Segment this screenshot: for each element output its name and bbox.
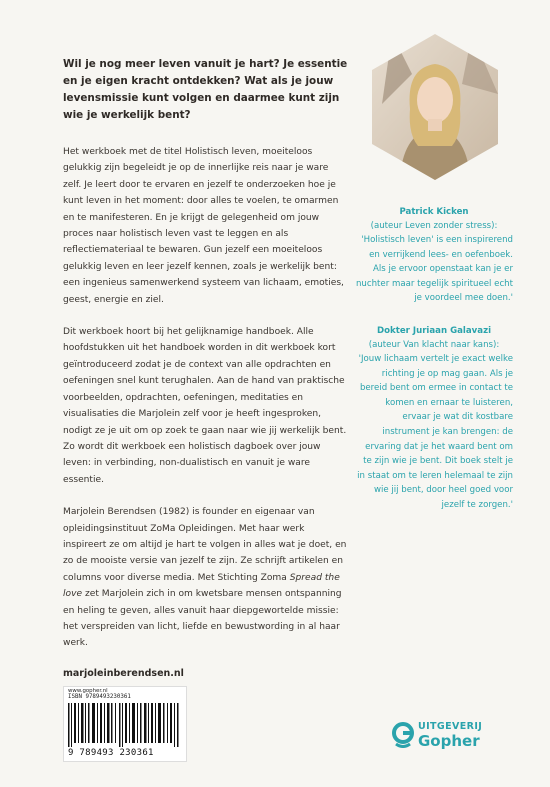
paragraph-author-bio — [63, 504, 348, 652]
review-1-source: (auteur Leven zonder stress): — [370, 221, 498, 231]
review-2-text: 'Jouw lichaam vertelt je exact welke richting je op mag gaan. Als je bereid bent om ermee in contact te komen en ernaar te luisteren, ervaar je wat dit kostbare instrument je kan brengen: de ervaring dat je het waard bent om te zijn wie je bent. Dit boek stelt je in staat om te leren helemaal te zijn wie jij bent, door heel goed voor jezelf te zorgen.' — [357, 353, 513, 510]
author-website: marjoleinberendsen.nl — [63, 667, 184, 679]
intro-question: Wil je nog meer leven vanuit je hart? Je essentie en je eigen kracht ontdekken? Wat als je jouw levensmissie kunt volgen en daarmee kunt zijn wie je werkelijk bent? — [63, 58, 348, 121]
bio-italic-title: Spread the love — [63, 572, 340, 600]
paragraph-handbook: Dit werkboek hoort bij het gelijknamige handboek. Alle hoofdstukken uit het handboek worden in dit werkboek kort geïntroduceerd zodat je de context van alle opdrachten en oefeningen snel kunt terughalen. Aan de hand van praktische voorbeelden, opdrachten, oefeningen, meditaties en visualisaties die Marjolein zelf voor je heeft ingesproken, nodigt ze je uit om op zoek te gaan naar wie jij werkelijk bent. Zo wordt dit werkboek een holistisch dagboek over jouw leven: in verbinding, non-dualistisch en vanuit je ware essentie. — [63, 327, 347, 485]
review-1-text: 'Holistisch leven' is een inspirerend en verrijkend lees- en oefenboek. Als je ervoor openstaat kan je er nuchter maar tegelijk spiritueel echt je voordeel mee doen.' — [355, 235, 513, 304]
bio-text-end: zet Marjolein zich in om kwetsbare mensen ontspanning en heling te geven, alles vanuit haar diepgewortelde missie: het verspreiden van licht, liefde en bewustwording in al haar werk. — [63, 589, 342, 649]
review-1 — [355, 205, 513, 306]
publisher-name: Gopher — [418, 732, 480, 750]
publisher-logo — [392, 718, 512, 754]
review-2-source: (auteur Van klacht naar kans): — [368, 339, 500, 350]
barcode-bars — [68, 703, 180, 747]
barcode-isbn-label: ISBN 9789493230361 — [68, 694, 131, 700]
review-1-author: Patrick Kicken — [399, 207, 469, 217]
gopher-logo-icon — [392, 722, 414, 748]
back-cover-text — [63, 56, 348, 679]
reviews-column — [355, 205, 513, 531]
isbn-barcode — [63, 686, 187, 762]
barcode-digits: 9 789493 230361 — [68, 748, 154, 758]
review-2-author: Dokter Juriaan Galavazi — [376, 325, 492, 336]
author-photo — [372, 34, 498, 180]
bio-text-start: Marjolein Berendsen (1982) is founder en eigenaar van opleidingsinstituut ZoMa Opleidingen. Met haar werk inspireert ze om altijd je hart te volgen in alles wat je doet, en zo de mooiste versie van jezelf te zijn. Ze schrijft artikelen en columns voor diverse media. Met Stichting Zoma — [63, 507, 347, 583]
review-2 — [355, 324, 513, 513]
publisher-label: UITGEVERIJ — [418, 721, 483, 732]
barcode-url: www.gopher.nl — [68, 688, 108, 694]
paragraph-workbook: Het werkboek met de titel Holistisch leven, moeiteloos gelukkig zijn begeleidt je op de innerlijke reis naar je ware zelf. Je leert door te ervaren en jezelf te onderzoeken hoe je kunt leven in het moment: door alles te voelen, te omarmen en te manifesteren. En je krijgt de gelegenheid om jouw proces naar holistisch leven vast te leggen en als reflectiemateriaal te bewaren. Gun jezelf een moeiteloos gelukkig leven en leer jezelf kennen, zoals je werkelijk bent: een ingenieus samenwerkend systeem van lichaam, emoties, geest, energie en ziel. — [63, 147, 344, 305]
